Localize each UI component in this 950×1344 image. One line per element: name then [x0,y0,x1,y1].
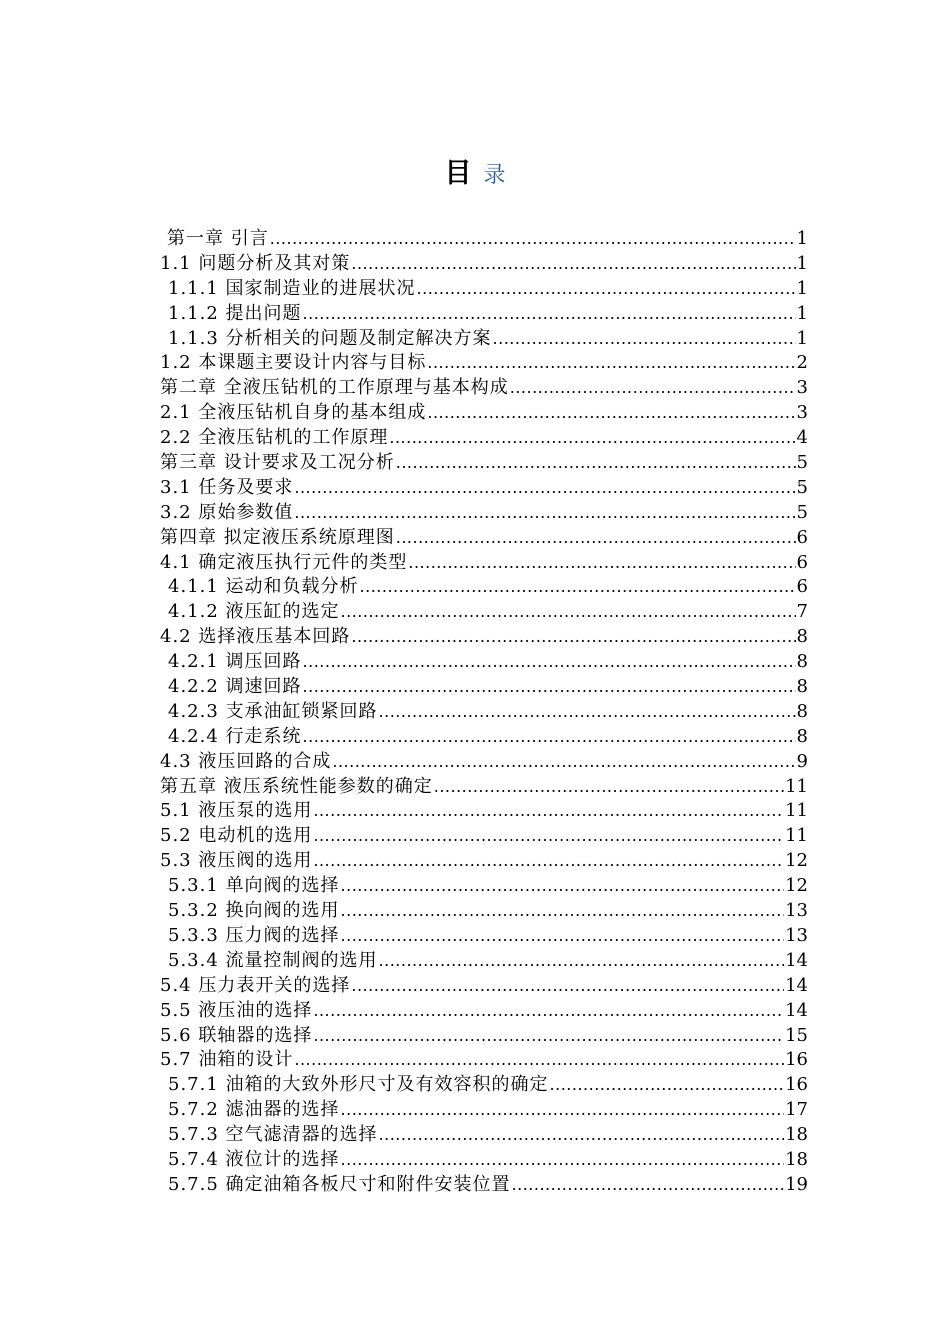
toc-entry-page: 3 [796,402,808,424]
toc-leader-dots [493,327,796,352]
toc-entry[interactable] [160,874,808,899]
toc-entry[interactable] [160,1098,808,1123]
toc-entry[interactable] [160,526,808,551]
toc-entry-title: 5.1 液压泵的选用 [160,800,313,822]
toc-entry-page: 14 [785,949,808,971]
toc-entry-title: 5.3.1 单向阀的选择 [168,875,340,897]
toc-entry-page: 17 [785,1099,808,1121]
toc-leader-dots [550,1073,785,1098]
toc-entry-page: 13 [785,900,808,922]
toc-leader-dots [512,1173,785,1198]
page-title [0,155,950,195]
toc-entry-title: 5.7.4 液位计的选择 [168,1148,340,1170]
toc-entry[interactable] [160,575,808,600]
toc-entry-title: 5.4 压力表开关的选择 [160,974,351,996]
toc-entry-title: 第三章 设计要求及工况分析 [160,452,395,474]
toc-entry[interactable] [160,426,808,451]
toc-leader-dots [510,376,796,401]
toc-entry-page: 8 [796,700,808,722]
toc-entry-title: 2.1 全液压钻机自身的基本组成 [160,402,427,424]
toc-entry-title: 第二章 全液压钻机的工作原理与基本构成 [160,377,509,399]
toc-leader-dots [379,700,796,725]
toc-leader-dots [396,451,796,476]
toc-entry[interactable] [160,476,808,501]
toc-entry[interactable] [160,551,808,576]
toc-entry-page: 18 [785,1148,808,1170]
title-char-1: 目 [444,158,472,189]
toc-entry[interactable] [160,775,808,800]
toc-leader-dots [408,551,795,576]
toc-entry-title: 5.3.3 压力阀的选择 [168,924,340,946]
toc-entry[interactable] [160,974,808,999]
toc-entry-page: 11 [785,800,808,822]
toc-entry-title: 第四章 拟定液压系统原理图 [160,526,395,548]
toc-entry-title: 4.2.3 支承油缸锁紧回路 [168,700,378,722]
toc-entry-page: 9 [796,750,808,772]
toc-entry-page: 18 [785,1124,808,1146]
toc-entry-title: 4.2 选择液压基本回路 [160,626,351,648]
toc-leader-dots [332,750,795,775]
toc-entry-title: 5.3 液压阀的选用 [160,850,313,872]
toc-entry[interactable] [160,675,808,700]
toc-entry-title: 5.5 液压油的选择 [160,999,313,1021]
toc-leader-dots [379,1123,785,1148]
toc-entry[interactable] [160,501,808,526]
toc-entry-title: 5.7 油箱的设计 [160,1049,294,1071]
toc-entry[interactable] [160,625,808,650]
toc-leader-dots [313,799,784,824]
toc-entry-page: 3 [796,377,808,399]
toc-leader-dots [360,575,796,600]
toc-entry[interactable] [160,725,808,750]
toc-entry-title: 4.1.1 运动和负载分析 [168,576,359,598]
toc-entry-title: 5.7.2 滤油器的选择 [168,1099,340,1121]
toc-leader-dots [313,849,784,874]
toc-entry-title: 4.2.1 调压回路 [168,651,302,673]
toc-entry-page: 1 [796,228,808,249]
toc-entry-title: 第五章 液压系统性能参数的确定 [160,775,433,797]
toc-entry-page: 1 [796,327,808,349]
toc-entry-title: 4.1 确定液压执行元件的类型 [160,551,408,573]
toc-entry-title: 3.2 原始参数值 [160,501,294,523]
toc-leader-dots [341,874,785,899]
toc-entry[interactable] [160,351,808,376]
toc-entry[interactable] [160,799,808,824]
toc-leader-dots [434,775,784,800]
toc-entry-title: 5.3.4 流量控制阀的选用 [168,949,378,971]
toc-entry[interactable] [160,1073,808,1098]
toc-entry-page: 5 [796,452,808,474]
toc-entry-page: 14 [785,999,808,1021]
toc-entry-title: 2.2 全液压钻机的工作原理 [160,427,389,449]
toc-leader-dots [341,924,785,949]
toc-entry[interactable] [160,600,808,625]
toc-entry-title: 5.2 电动机的选用 [160,825,313,847]
toc-entry-title: 第一章 引言 [167,228,269,249]
toc-entry-title: 1.1.1 国家制造业的进展状况 [168,277,416,299]
toc-entry-page: 8 [796,651,808,673]
toc-entry[interactable] [160,401,808,426]
toc-leader-dots [294,476,795,501]
table-of-contents [160,227,808,1198]
toc-entry-page: 5 [796,476,808,498]
toc-entry[interactable] [160,227,808,252]
toc-entry-page: 7 [796,601,808,623]
toc-leader-dots [379,949,785,974]
toc-leader-dots [294,1048,784,1073]
toc-entry-title: 4.2.2 调速回路 [168,676,302,698]
toc-entry-page: 19 [785,1173,808,1195]
toc-leader-dots [427,401,795,426]
toc-entry-title: 4.3 液压回路的合成 [160,750,332,772]
toc-leader-dots [270,227,796,252]
toc-entry-title: 4.1.2 液压缸的选定 [168,601,340,623]
toc-entry-page: 11 [785,825,808,847]
toc-entry[interactable] [160,1024,808,1049]
toc-entry[interactable] [160,999,808,1024]
toc-leader-dots [389,426,795,451]
toc-leader-dots [303,302,796,327]
toc-leader-dots [313,1024,784,1049]
toc-leader-dots [351,974,784,999]
toc-entry-page: 2 [796,352,808,374]
toc-entry-title: 1.1 问题分析及其对策 [160,252,351,274]
toc-leader-dots [396,526,796,551]
toc-entry[interactable] [160,376,808,401]
toc-entry-page: 6 [796,526,808,548]
toc-entry-page: 12 [785,875,808,897]
toc-entry[interactable] [160,451,808,476]
toc-leader-dots [351,625,795,650]
toc-leader-dots [313,999,784,1024]
toc-entry-page: 6 [796,576,808,598]
toc-entry-page: 5 [796,501,808,523]
toc-leader-dots [341,899,785,924]
toc-entry-title: 5.6 联轴器的选择 [160,1024,313,1046]
toc-entry-page: 16 [785,1049,808,1071]
toc-entry-page: 1 [796,302,808,324]
title-char-2: 录 [483,163,506,188]
toc-entry-title: 1.1.2 提出问题 [168,302,302,324]
toc-entry-page: 8 [796,725,808,747]
toc-entry[interactable] [160,949,808,974]
toc-entry[interactable] [160,849,808,874]
toc-leader-dots [313,824,784,849]
toc-entry[interactable] [160,700,808,725]
toc-entry-page: 8 [796,626,808,648]
toc-entry[interactable] [160,824,808,849]
toc-entry-title: 5.7.1 油箱的大致外形尺寸及有效容积的确定 [168,1074,549,1096]
toc-leader-dots [417,277,796,302]
toc-leader-dots [341,600,796,625]
toc-entry[interactable] [160,1173,808,1198]
toc-leader-dots [427,351,795,376]
toc-entry[interactable] [160,924,808,949]
toc-entry-title: 1.1.3 分析相关的问题及制定解决方案 [168,327,492,349]
toc-entry-page: 1 [796,252,808,274]
toc-entry-page: 14 [785,974,808,996]
toc-entry-title: 4.2.4 行走系统 [168,725,302,747]
toc-entry[interactable] [160,302,808,327]
toc-entry-title: 5.7.3 空气滤清器的选择 [168,1124,378,1146]
toc-entry[interactable] [160,277,808,302]
toc-leader-dots [341,1148,785,1173]
toc-leader-dots [294,501,795,526]
toc-entry-page: 15 [785,1024,808,1046]
toc-entry[interactable] [160,750,808,775]
toc-entry[interactable] [160,650,808,675]
toc-entry[interactable] [160,1148,808,1173]
toc-leader-dots [303,650,796,675]
toc-leader-dots [303,725,796,750]
toc-entry-page: 12 [785,850,808,872]
toc-entry-page: 13 [785,924,808,946]
toc-entry-page: 16 [785,1074,808,1096]
toc-entry-page: 4 [796,427,808,449]
toc-entry[interactable] [160,252,808,277]
toc-entry-page: 1 [796,277,808,299]
toc-entry-page: 8 [796,676,808,698]
toc-leader-dots [303,675,796,700]
toc-entry-title: 5.7.5 确定油箱各板尺寸和附件安装位置 [168,1173,511,1195]
toc-entry-page: 11 [785,775,808,797]
toc-entry[interactable] [160,1123,808,1148]
toc-entry[interactable] [160,1048,808,1073]
toc-entry[interactable] [160,327,808,352]
toc-leader-dots [351,252,795,277]
toc-entry-title: 3.1 任务及要求 [160,476,294,498]
toc-leader-dots [341,1098,785,1123]
toc-entry-title: 1.2 本课题主要设计内容与目标 [160,352,427,374]
toc-entry[interactable] [160,899,808,924]
toc-entry-title: 5.3.2 换向阀的选用 [168,900,340,922]
toc-entry-page: 6 [796,551,808,573]
